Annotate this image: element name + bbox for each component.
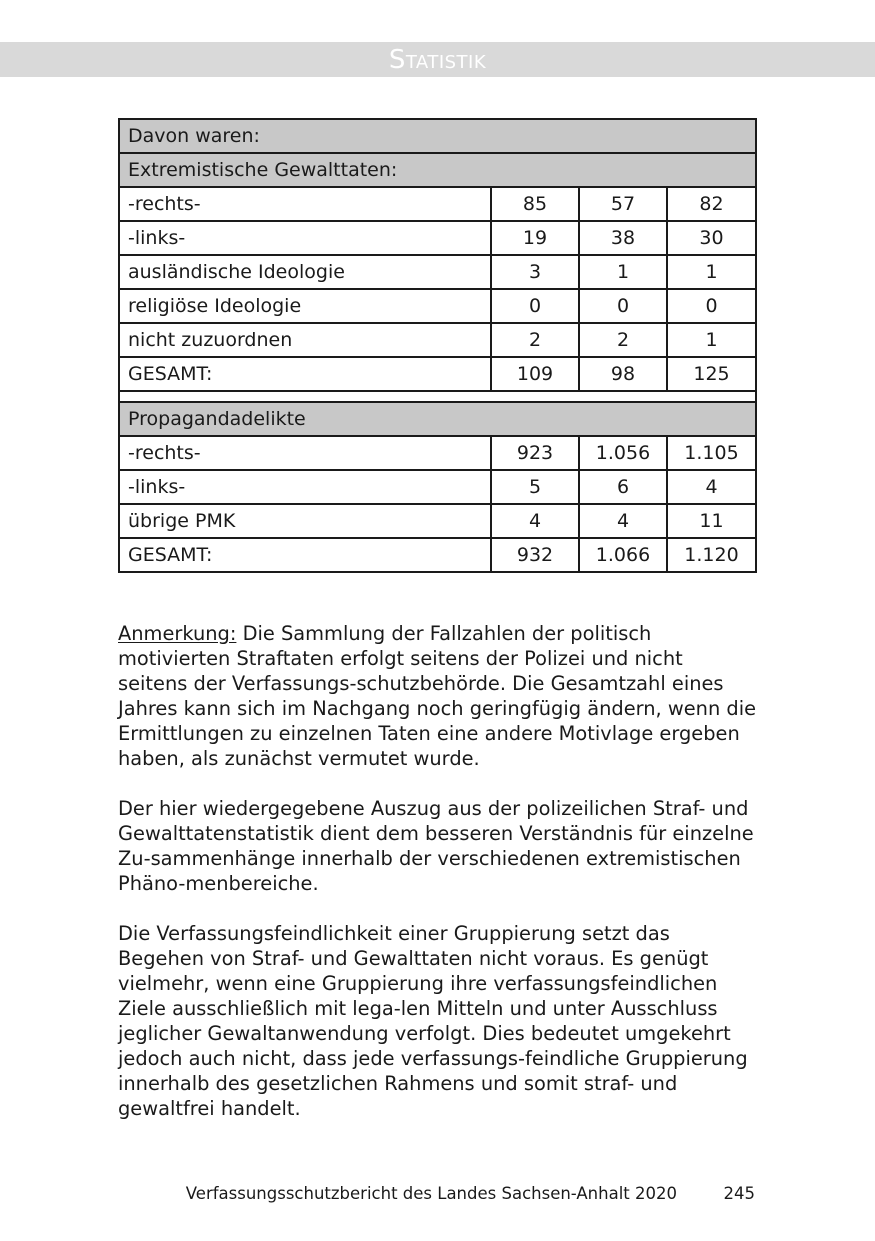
footer-title: Verfassungsschutzbericht des Landes Sachsen-Anhalt 2020 [185, 1184, 677, 1203]
note-text: Die Sammlung der Fallzahlen der politisch motivierten Straftaten erfolgt seitens der Polizei und nicht seitens der Verfassungs-schutzbehörde. Die Gesamtzahl eines Jahres kann sich im Nachgang noch geringfügig ändern, wenn die Ermittlungen zu einzelnen Taten eine andere Motivlage ergeben haben, als zunächst vermutet wurde. [118, 622, 757, 770]
row-label: -links- [119, 470, 491, 504]
table-cell: 0 [667, 289, 756, 323]
row-label: nicht zuzuordnen [119, 323, 491, 357]
table-cell: 4 [579, 504, 667, 538]
table-cell: 38 [579, 221, 667, 255]
statistics-table [118, 118, 757, 573]
page-number: 245 [723, 1184, 755, 1203]
body-paragraph: Der hier wiedergegebene Auszug aus der polizeilichen Straf- und Gewalttatenstatistik dient dem besseren Verständnis für einzelne Zu-sammenhänge innerhalb der verschiedenen extremistischen Phäno-menbereiche. [118, 797, 754, 895]
table-cell: 2 [491, 323, 579, 357]
table-section-row [119, 153, 756, 187]
table-spacer-cell [119, 391, 756, 402]
table-cell: 1 [579, 255, 667, 289]
table-cell: 98 [579, 357, 667, 391]
body-paragraph: Die Verfassungsfeindlichkeit einer Gruppierung setzt das Begehen von Straf- und Gewalttaten nicht voraus. Es genügt vielmehr, wenn eine Gruppierung ihre verfassungsfeindlichen Ziele ausschließlich mit lega-len Mitteln und unter Ausschluss jeglicher Gewaltanwendung verfolgt. Dies bedeutet umgekehrt jedoch auch nicht, dass jede verfassungs-feindliche Gruppierung innerhalb des gesetzlichen Rahmens und somit straf- und gewaltfrei handelt. [118, 922, 748, 1120]
table-cell: 1.066 [579, 538, 667, 572]
row-label: übrige PMK [119, 504, 491, 538]
table-cell: 109 [491, 357, 579, 391]
table-cell: 82 [667, 187, 756, 221]
table-cell: 923 [491, 436, 579, 470]
table-cell: 19 [491, 221, 579, 255]
table-cell: 30 [667, 221, 756, 255]
table-cell: 11 [667, 504, 756, 538]
row-label: GESAMT: [119, 538, 491, 572]
table-cell: 1 [667, 323, 756, 357]
table-section-row [119, 402, 756, 436]
table-cell: 0 [579, 289, 667, 323]
table-section-title: Propagandadelikte [119, 402, 756, 436]
table-cell: 2 [579, 323, 667, 357]
table-section-title: Davon waren: [119, 119, 756, 153]
table-cell: 1.120 [667, 538, 756, 572]
row-label: GESAMT: [119, 357, 491, 391]
section-header-bar [0, 42, 875, 77]
row-label: -rechts- [119, 436, 491, 470]
table-cell: 3 [491, 255, 579, 289]
table-row [119, 187, 756, 221]
table-row [119, 436, 756, 470]
row-label: ausländische Ideologie [119, 255, 491, 289]
table-section-row [119, 119, 756, 153]
table-cell: 1.056 [579, 436, 667, 470]
table-row [119, 255, 756, 289]
table-row [119, 289, 756, 323]
row-label: -links- [119, 221, 491, 255]
table-cell: 1 [667, 255, 756, 289]
table-cell: 932 [491, 538, 579, 572]
table-section-title: Extremistische Gewalttaten: [119, 153, 756, 187]
section-title: Statistik [388, 45, 487, 75]
table-cell: 0 [491, 289, 579, 323]
table-cell: 57 [579, 187, 667, 221]
row-label: religiöse Ideologie [119, 289, 491, 323]
table-row [119, 470, 756, 504]
table-row [119, 323, 756, 357]
row-label: -rechts- [119, 187, 491, 221]
note-label: Anmerkung: [118, 622, 237, 645]
table-row-total [119, 538, 756, 572]
table-row [119, 504, 756, 538]
table-cell: 125 [667, 357, 756, 391]
page-footer [118, 1182, 755, 1206]
table-row [119, 221, 756, 255]
table-cell: 4 [667, 470, 756, 504]
table-cell: 6 [579, 470, 667, 504]
table-cell: 85 [491, 187, 579, 221]
table-spacer-row [119, 391, 756, 402]
table-cell: 1.105 [667, 436, 756, 470]
table-cell: 4 [491, 504, 579, 538]
table-row-total [119, 357, 756, 391]
notes-section [118, 621, 758, 1146]
table-cell: 5 [491, 470, 579, 504]
note-paragraph [118, 621, 758, 771]
